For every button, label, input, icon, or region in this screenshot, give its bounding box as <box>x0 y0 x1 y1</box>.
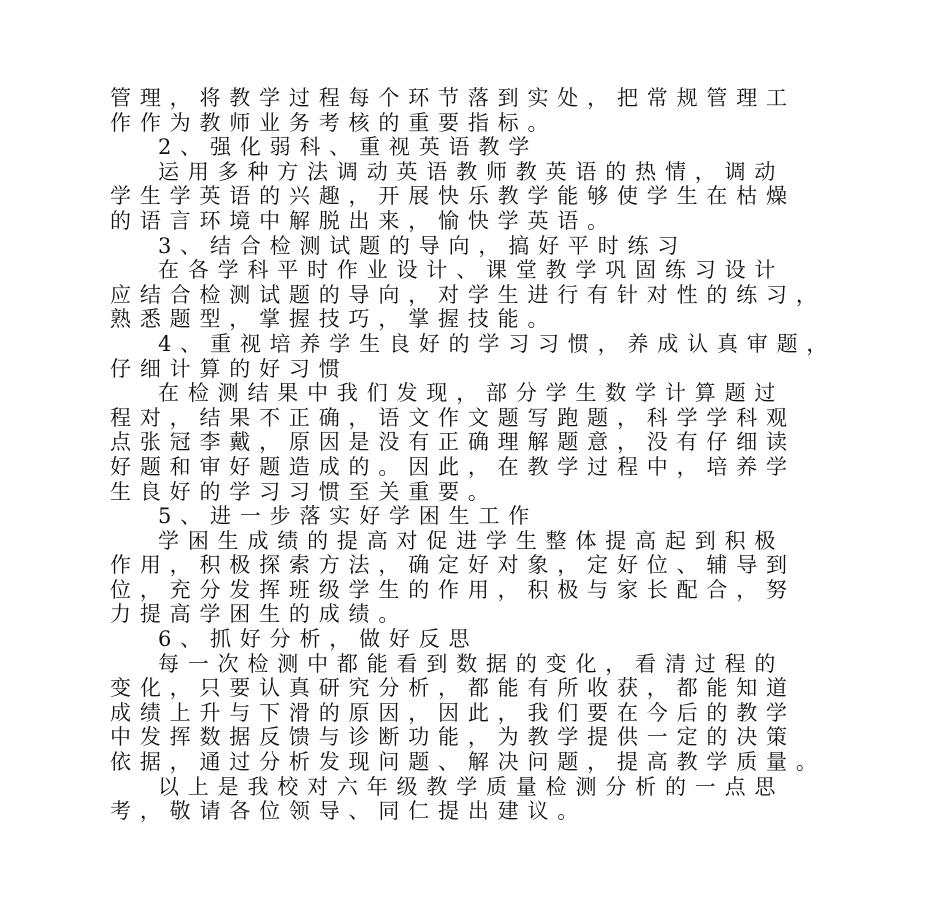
text-line: 运用多种方法调动英语教师教英语的热情，调动 <box>158 159 785 184</box>
text-line: 程对，结果不正确，语文作文题写跑题，科学学科观 <box>110 405 796 430</box>
text-line: 作用，积极探索方法，确定好对象，定好位、辅导到 <box>110 553 796 578</box>
text-line: 每一次检测中都能看到数据的变化，看清过程的 <box>158 651 785 676</box>
text-line: 在检测结果中我们发现，部分学生数学计算题过 <box>158 381 785 406</box>
text-line: 中发挥数据反馈与诊断功能，为教学提供一定的决策 <box>110 725 796 750</box>
text-line: 学困生成绩的提高对促进学生整体提高起到积极 <box>158 528 785 553</box>
text-line: 3、结合检测试题的导向，搞好平时练习 <box>158 233 688 258</box>
text-line: 仔细计算的好习惯 <box>110 356 349 381</box>
text-line: 变化，只要认真研究分析，都能有所收获，都能知道 <box>110 676 796 701</box>
text-line: 4、重视培养学生良好的学习习惯，养成认真审题， <box>158 331 837 356</box>
text-line: 管理，将教学过程每个环节落到实处，把常规管理工 <box>110 86 796 110</box>
text-line: 考，敬请各位领导、同仁提出建议。 <box>110 799 588 824</box>
text-line: 2、强化弱科、重视英语教学 <box>158 135 539 160</box>
text-line: 点张冠李戴，原因是没有正确理解题意，没有仔细读 <box>110 430 796 455</box>
text-line: 力提高学困生的成绩。 <box>110 602 409 627</box>
text-line: 学生学英语的兴趣，开展快乐教学能够使学生在枯燥 <box>110 184 796 209</box>
body-text <box>110 86 870 824</box>
text-line: 熟悉题型，掌握技巧，掌握技能。 <box>110 307 558 332</box>
text-line: 应结合检测试题的导向，对学生进行有针对性的练习， <box>110 282 826 307</box>
text-line: 5、进一步落实好学困生工作 <box>158 504 539 529</box>
text-line: 以上是我校对六年级教学质量检测分析的一点思 <box>158 774 785 799</box>
text-line: 在各学科平时作业设计、课堂教学巩固练习设计 <box>158 258 785 283</box>
text-line: 的语言环境中解脱出来，愉快学英语。 <box>110 208 617 233</box>
text-line: 成绩上升与下滑的原因，因此，我们要在今后的教学 <box>110 700 796 725</box>
text-line: 位，充分发挥班级学生的作用，积极与家长配合，努 <box>110 577 796 602</box>
text-line: 生良好的学习习惯至关重要。 <box>110 479 498 504</box>
text-line: 好题和审好题造成的。因此，在教学过程中，培养学 <box>110 454 796 479</box>
text-line: 依据，通过分析发现问题、解决问题，提高教学质量。 <box>110 750 826 775</box>
text-line: 作作为教师业务考核的重要指标。 <box>110 110 558 135</box>
text-line: 6、抓好分析，做好反思 <box>158 627 479 652</box>
